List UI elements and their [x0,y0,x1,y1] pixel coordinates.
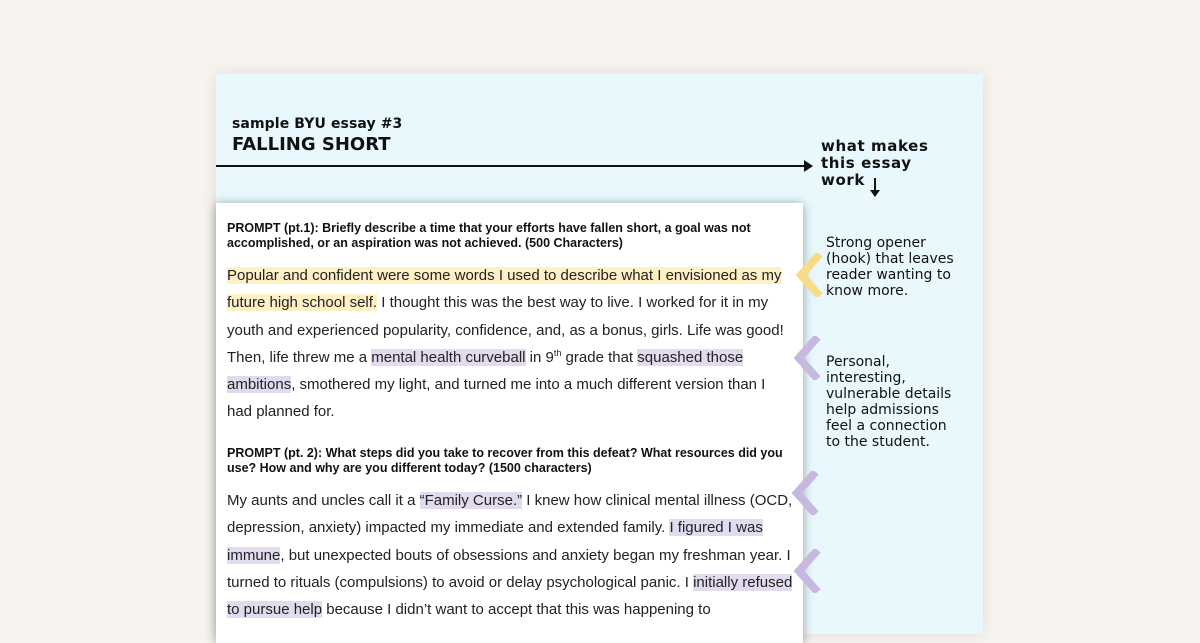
arrow-down-icon [874,178,876,196]
essay-text: , but unexpected bouts of obsessions and anxiety began my freshman year. I turned to rituals (compulsions) to avoid or delay psychological panic. I [227,546,791,591]
essay-title: FALLING SHORT [232,134,391,155]
annotation-note-details: Personal, interesting, vulnerable details help admissions feel a connection to the student. [826,354,952,450]
annotation-note-hook: Strong opener (hook) that leaves reader wanting to know more. [826,235,954,299]
essay-text: My aunts and uncles call it a [227,492,420,509]
sidebar-heading-line: what makes [821,137,929,155]
chevron-left-icon [789,471,819,515]
essay-label: sample BYU essay #3 [232,116,403,132]
essay-text: in 9 [525,348,554,366]
sidebar-heading-line: work [821,171,865,189]
highlight-refused-help: initially refused to pursue help [227,573,793,619]
essay-text: because I didn’t want to accept that this was happening to [322,601,711,619]
chevron-left-icon [793,253,823,297]
chevron-left-icon [791,549,821,593]
prompt-part-2: PROMPT (pt. 2): What steps did you take to recover from this defeat? What resources did you use? How and why are you different today? (1500 characters) [227,446,783,475]
ordinal-suffix: th [553,347,562,358]
essay-document [216,203,803,643]
chevron-left-icon [791,336,821,380]
divider-line [216,165,804,167]
prompt-part-1: PROMPT (pt.1): Briefly describe a time that your efforts have fallen short, a goal was not accomplished, or an aspiration was not achieved. (500 Characters) [227,221,751,250]
essay-paragraph-1 [227,262,793,426]
highlight-curveball: mental health curveball [371,348,526,366]
essay-paragraph-2 [227,487,793,623]
essay-text: I knew how clinical mental illness (OCD, depression, anxiety) impacted my immediate and extended family. [227,492,793,537]
highlight-family-curse: “Family Curse.” [419,492,523,509]
arrow-right-icon [804,160,813,172]
sidebar-heading-line: this essay [821,154,912,172]
highlight-hook: Popular and confident were some words I used to describe what I envisioned as my future high school self. [227,267,782,312]
highlight-immune: I figured I was immune [227,519,763,564]
essay-text: I thought this was the best way to live. I worked for it in my youth and experienced popularity, confidence, and, as a bonus, girls. Life was good! Then, life threw me a [227,294,784,366]
highlight-squashed: squashed those ambitions [227,348,744,394]
essay-text: , smothered my light, and turned me into a much different version than I had planned for. [227,376,766,421]
essay-text: grade that [561,348,638,366]
